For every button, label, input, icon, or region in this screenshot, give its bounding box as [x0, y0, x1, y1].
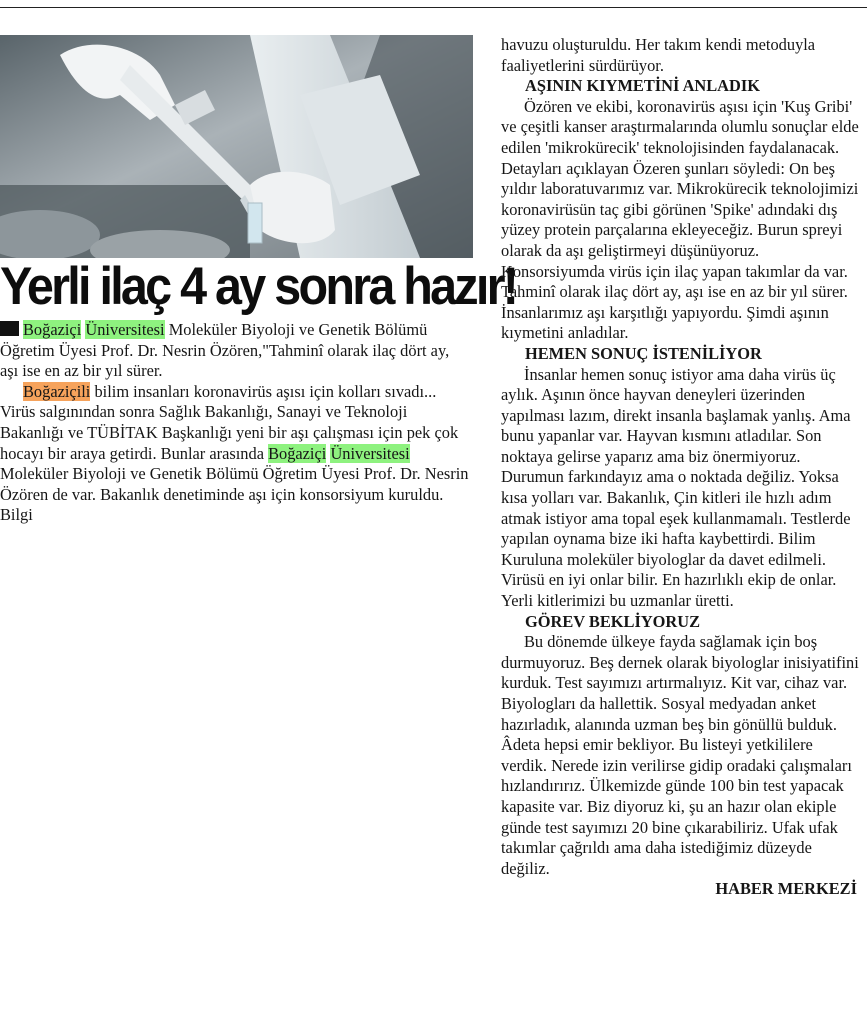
- body-paragraph: Özören ve ekibi, koronavirüs aşısı için 'Kuş Gribi' ve çeşitli kanser araştırmalarında olumlu sonuçlar elde edilen 'mikrokürecik' teknolojisinden faydalanacak. Detayları açıklayan Özeren şunları söyledi: On beş yıldır laboratuvarımız var. Mikrokürecik teknolojimizi koronavirüsün taç gibi görünen 'Spike' adındaki dış yüzey protein parçalarına ekleyeceğiz. Burun spreyi olarak da aşı geliştirmeyi düşünüyoruz. Konsorsiyumda virüs için ilaç yapan takımlar da var. Tahminî olarak ilaç dört ay, aşı ise en az bir yıl sürer. İnsanlarımız aşı karşıtlığı yapıyordu. Şimdi aşının kıymetini anladılar.: [501, 96, 859, 343]
- body-paragraph: [0, 382, 470, 526]
- lab-photo: [0, 35, 473, 258]
- subheading: GÖREV BEKLİYORUZ: [525, 611, 701, 631]
- subheading: HEMEN SONUÇ İSTENİLİYOR: [525, 343, 762, 363]
- body-text: Moleküler Biyoloji ve Genetik Bölümü Öğretim Üyesi Prof. Dr. Nesrin Özören de var. Bakanlık denetiminde aşı için konsorsiyum kuruldu. Bilgi: [0, 464, 469, 525]
- headline: Yerli ilaç 4 ay sonra hazır!: [0, 257, 517, 316]
- byline: HABER MERKEZİ: [715, 879, 857, 899]
- continued-paragraph: havuzu oluşturuldu. Her takım kendi metoduyla faaliyetlerini sürdürüyor.: [501, 35, 816, 75]
- top-rule: [0, 7, 867, 8]
- body-text: bilim insanları koronavirüs aşısı için kolları sıvadı... Virüs salgınından sonra Sağlık Bakanlığı, Sanayi ve Teknoloji Bakanlığı ve TÜBİTAK Başkanlığı yeni bir aşı çalışması için pek çok hocayı bir araya getirdi. Bunlar arasında: [0, 381, 459, 463]
- body-paragraph: İnsanlar hemen sonuç istiyor ama daha virüs üç aylık. Aşının önce hayvan deneyleri üzerinden yapılması lazım, direkt insanla başlamak yanlış. Ama bunu yapanlar var. Hayvan kısmını atladılar. Son noktaya gelirse yaparız ama biz önermiyoruz. Durumun farkındayız ama o noktada değiliz. Yoksa kısa yolları var. Bakanlık, Çin kitleri ile hızlı adım atmak istiyor ama topal eşek kullanmamalı. Testlerde yapılan oynama bize iki hafta kaybettirdi. Bilim Kuruluna moleküler biyologlar da davet edilmeli. Virüsü en iyi onlar bilir. En hazırlıklı ekip de onlar. Yerli kitlerimizi bu uzmanlar üretti.: [501, 364, 851, 611]
- body-paragraph: Bu dönemde ülkeye fayda sağlamak için boş durmuyoruz. Beş dernek olarak biyologlar inisiyatifini kurduk. Test sayımızı artırmalıyız. Kit var, cihaz var. Biyologları da hallettik. Sosyal medyadan anket hazırladık, alanında uzman beş bin gönüllü bulduk. Âdeta hepsi emir bekliyor. Bu listeyi yetkililere verdik. Nerede izin verilirse gidip oradaki çalışmaları hızlandırırız. Ülkemizde günde 100 bin test yapacak kapasite var. Biz diyoruz ki, şu an hazır olan ekiple günde test sayımızı 20 bine çıkarabiliriz. Ufak ufak takımlar çağrıldı ama daha istediğimiz düzeyde değiliz.: [501, 632, 859, 878]
- lead-text: Moleküler Biyoloji ve Genetik Bölümü Öğretim Üyesi Prof. Dr. Nesrin Özören,"Tahminî olarak ilaç dört ay, aşı ise en az bir yıl sürer.: [0, 320, 450, 381]
- highlight-term: Üniversitesi: [85, 320, 165, 339]
- bullet-mark: [0, 321, 19, 336]
- highlight-term: Üniversitesi: [330, 443, 410, 463]
- highlight-term: Boğaziçi: [23, 320, 82, 339]
- highlight-term: Boğaziçili: [23, 381, 91, 401]
- right-column: [501, 35, 859, 900]
- subheading: AŞININ KIYMETİNİ ANLADIK: [525, 76, 760, 96]
- lead-paragraph: [0, 320, 470, 382]
- highlight-term: Boğaziçi: [268, 443, 327, 463]
- left-column: [0, 320, 470, 526]
